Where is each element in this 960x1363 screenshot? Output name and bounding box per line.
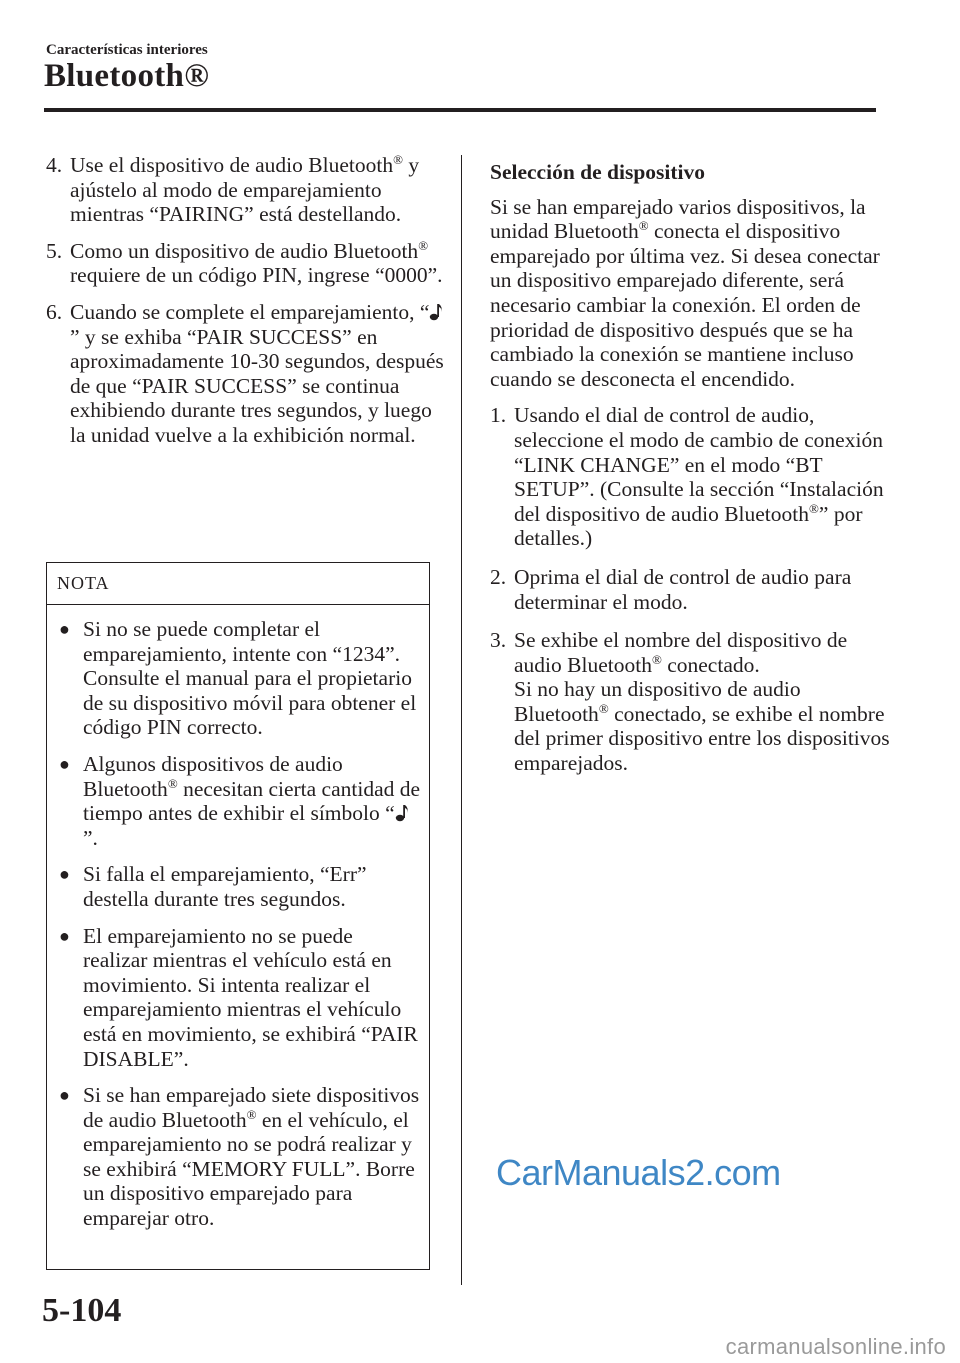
step-1: 1. Usando el dial de control de audio, seleccione el modo de cambio de conexión “LINK CHANGE” en el modo “BT SETUP”. (Consulte la sección “Instalación del dispositivo de audio Bluetooth®” por detalles.) (490, 403, 884, 551)
step-5: 5. Como un dispositivo de audio Bluetooth® requiere de un código PIN, ingrese “0000”. (46, 237, 443, 288)
chapter-title: Bluetooth® (44, 58, 210, 94)
note-title: NOTA (47, 563, 429, 605)
header-rule (44, 108, 876, 112)
intro-paragraph: Si se han emparejado varios dispositivos, la unidad Bluetooth® conecta el dispositivo emparejado por última vez. Si desea conectar un dispositivo emparejado diferente, será necesario cambiar la conexión. El orden de prioridad de dispositivo después que se ha cambiado la conexión se mantiene incluso cuando se desconecta el encendido. (490, 194, 880, 391)
bullet-icon: ● (59, 1085, 70, 1106)
bullet-icon: ● (59, 864, 70, 885)
sub-heading: Selección de dispositivo (490, 160, 706, 184)
list-item: ● Si falla el emparejamiento, “Err” destella durante tres segundos. (59, 862, 367, 911)
step-6: 6. Cuando se complete el emparejamiento, “” y se exhiba “PAIR SUCCESS” en aproximadamente 10-30 segundos, después de que “PAIR SUCCESS” se continua exhibiendo durante tres segundos, y luego la unidad vuelve a la exhibición normal. (46, 299, 444, 447)
list-item: ● Si se han emparejado siete dispositivos de audio Bluetooth® en el vehículo, el emparejamiento no se podrá realizar y se exhibirá “MEMORY FULL”. Borre un dispositivo emparejado para emparejar otro. (59, 1083, 420, 1231)
right-column (490, 160, 890, 790)
bullet-icon: ● (59, 619, 70, 639)
bullet-icon: ● (59, 753, 70, 774)
music-note-icon (395, 804, 409, 822)
page-number: 5-104 (42, 1292, 122, 1329)
step-3: 3. Se exhibe el nombre del dispositivo de audio Bluetooth® conectado. Si no hay un dispositivo de audio Bluetooth® conectado, se exhibe el nombre del primer dispositivo entre los dispositivos emparejados. (490, 628, 890, 776)
list-item: ● El emparejamiento no se puede realizar mientras el vehículo está en movimiento. Si intenta realizar el emparejamiento mientras el vehículo está en movimiento, se exhibirá “PAIR DISABLE”. (59, 923, 418, 1071)
music-note-icon (429, 303, 443, 321)
footer-watermark: carmanualsonline.info (725, 1334, 946, 1359)
left-column (46, 153, 444, 460)
list-item: ● Algunos dispositivos de audio Bluetooth® necesitan cierta cantidad de tiempo antes de exhibir el símbolo “”. (59, 751, 421, 850)
list-item: ● Si no se puede completar el emparejamiento, intente con “1234”. Consulte el manual para el propietario de su dispositivo móvil para obtener el código PIN correcto. (59, 617, 417, 740)
step-2: 2. Oprima el dial de control de audio para determinar el modo. (490, 564, 852, 614)
bullet-icon: ● (59, 925, 70, 946)
note-list (47, 605, 429, 1231)
step-4: 4. Use el dispositivo de audio Bluetooth® y ajústelo al modo de emparejamiento mientras “PAIRING” está destellando. (46, 152, 420, 227)
note-box (46, 562, 430, 1270)
section-label: Características interiores (46, 42, 208, 58)
column-divider (461, 155, 462, 1285)
watermark-logo: CarManuals2.com (496, 1152, 781, 1193)
